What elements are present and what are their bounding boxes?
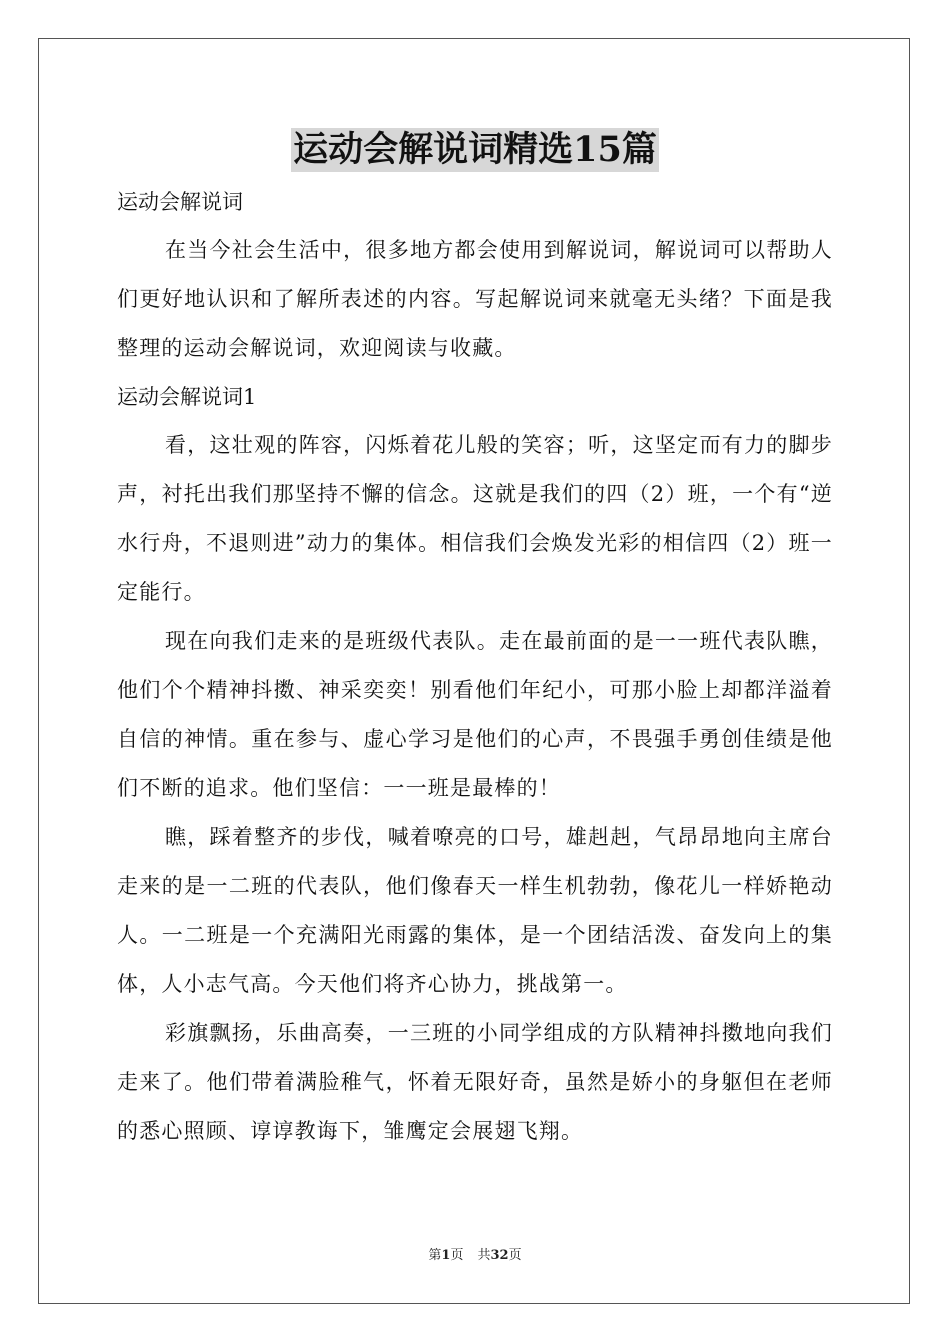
intro-paragraph: 在当今社会生活中，很多地方都会使用到解说词，解说词可以帮助人们更好地认识和了解所表述的内容。写起解说词来就毫无头绪？下面是我整理的运动会解说词，欢迎阅读与收藏。 <box>117 238 833 360</box>
page-footer <box>0 1247 950 1265</box>
document-body <box>117 178 833 1156</box>
section-1-paragraph-3: 瞧，踩着整齐的步伐，喊着嘹亮的口号，雄赳赳，气昂昂地向主席台走来的是一二班的代表队，他们像春天一样生机勃勃，像花儿一样娇艳动人。一二班是一个充满阳光雨露的集体，是一个团结活泼、奋发向上的集体，人小志气高。今天他们将齐心协力，挑战第一。 <box>117 825 833 996</box>
total-pages: 32 <box>490 1248 509 1263</box>
section-heading-intro: 运动会解说词 <box>117 190 243 214</box>
page-suffix: 页 <box>450 1248 464 1263</box>
page-prefix: 第 <box>428 1248 442 1263</box>
document-title: 运动会解说词精选15篇 <box>293 129 657 170</box>
section-1-paragraph-2: 现在向我们走来的是班级代表队。走在最前面的是一一班代表队瞧，他们个个精神抖擞、神采奕奕！别看他们年纪小，可那小脸上却都洋溢着自信的神情。重在参与、虚心学习是他们的心声，不畏强手勇创佳绩是他们不断的追求。他们坚信：一一班是最棒的！ <box>117 629 833 800</box>
title-container <box>0 128 950 172</box>
section-1-paragraph-1: 看，这壮观的阵容，闪烁着花儿般的笑容；听，这坚定而有力的脚步声，衬托出我们那坚持不懈的信念。这就是我们的四（2）班，一个有“逆水行舟，不退则进”动力的集体。相信我们会焕发光彩的相信四（2）班一定能行。 <box>117 433 833 604</box>
page-number: 1 <box>441 1248 451 1263</box>
section-heading-1: 运动会解说词1 <box>117 385 257 409</box>
total-suffix: 页 <box>508 1248 522 1263</box>
section-1-paragraph-4: 彩旗飘扬，乐曲高奏，一三班的小同学组成的方队精神抖擞地向我们走来了。他们带着满脸稚气，怀着无限好奇，虽然是娇小的身躯但在老师的悉心照顾、谆谆教诲下，雏鹰定会展翅飞翔。 <box>117 1021 833 1143</box>
total-prefix: 共 <box>477 1248 491 1263</box>
